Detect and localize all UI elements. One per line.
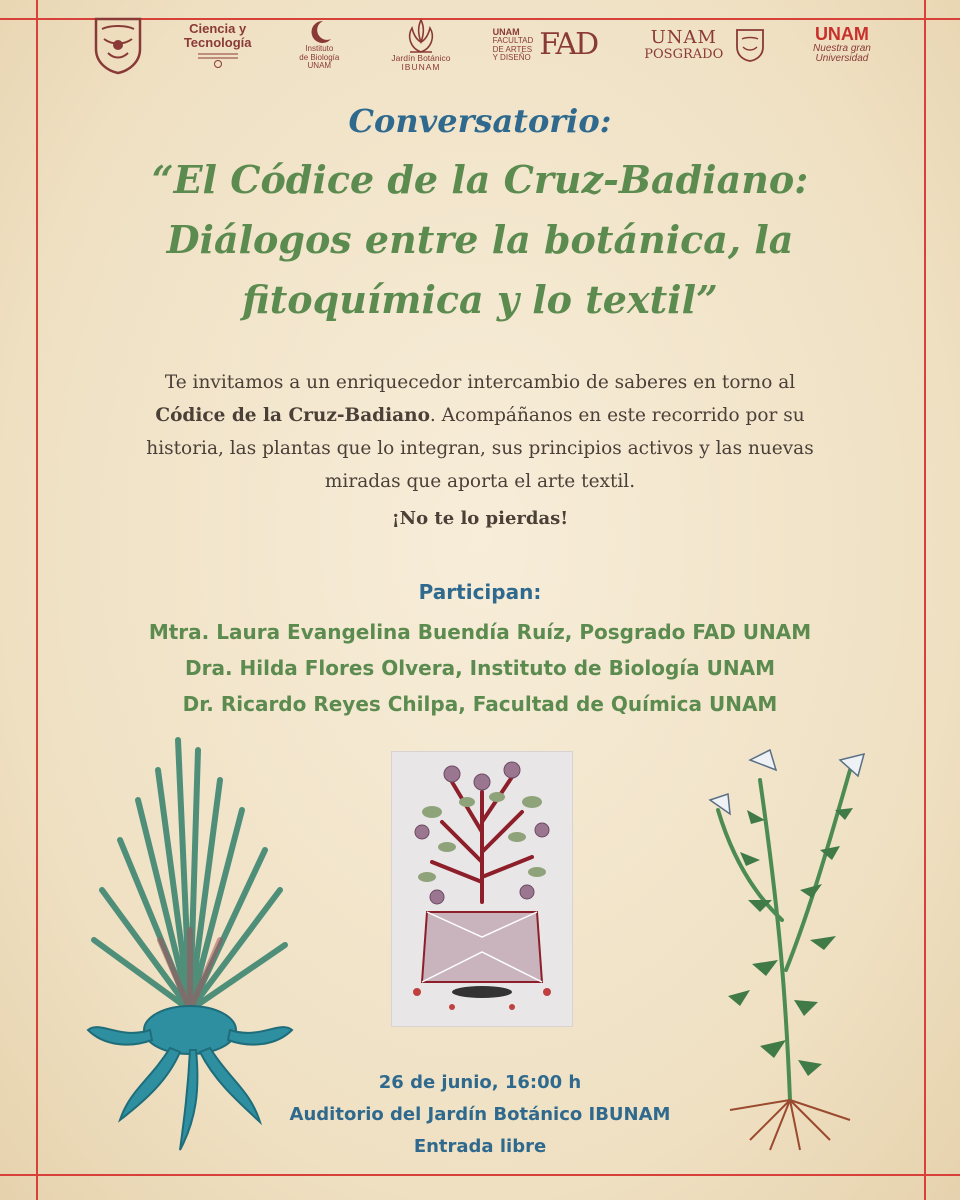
logo-text: UNAM [650, 26, 717, 48]
agave-illustration [80, 730, 300, 1160]
logo-text: FACULTAD [492, 36, 534, 46]
logo-text: IBUNAM [401, 62, 441, 72]
event-description [60, 366, 900, 498]
description-line [60, 399, 900, 432]
logo-text: Jardín Botánico [391, 53, 451, 64]
logo-text: de Biología [299, 52, 340, 62]
logo-text: UNAM [814, 24, 869, 45]
participant-3: Dr. Ricardo Reyes Chilpa, Facultad de Química UNAM [182, 692, 778, 716]
unam-shield-logo [90, 15, 146, 75]
instituto-biologia-logo [289, 19, 349, 70]
unam-posgrado-logo [644, 27, 772, 63]
textile-artwork [392, 752, 572, 1026]
embroidered-tree-image [392, 752, 572, 1026]
fad-mark: FAD [539, 27, 598, 63]
agave-icon [404, 18, 438, 54]
description-line: miradas que aporta el arte textil. [324, 471, 636, 492]
logo-text: Instituto [305, 44, 334, 54]
logo-text: Tecnología [183, 35, 252, 50]
participant-2: Dra. Hilda Flores Olvera, Instituto de Biología UNAM [184, 656, 775, 680]
title-line: fitoquímica y lo textil” [242, 277, 718, 322]
participant-1: Mtra. Laura Evangelina Buendía Ruíz, Posgrado FAD UNAM [148, 620, 812, 644]
seal-icon [198, 50, 238, 68]
shield-icon [734, 27, 766, 63]
logo-text: DE ARTES [492, 44, 533, 54]
moon-icon [305, 19, 333, 45]
title-line: Diálogos entre la botánica, la [166, 217, 794, 262]
event-entry: Entrada libre [413, 1136, 547, 1157]
border-bottom [0, 1174, 960, 1176]
fad-logo [493, 28, 613, 63]
description-line: historia, las plantas que lo integran, sus principios activos y las nuevas [146, 438, 814, 459]
event-title [100, 150, 860, 330]
logo-text: Y DISEÑO [492, 52, 531, 62]
flowering-plant-illustration [690, 740, 890, 1160]
event-date: 26 de junio, 16:00 h [378, 1072, 582, 1093]
logo-text: Universidad [815, 53, 869, 65]
event-type: Conversatorio: [348, 102, 612, 140]
shield-icon [92, 15, 144, 75]
title-line: “El Códice de la Cruz-Badiano: [151, 157, 809, 202]
description-text: . Acompáñanos en este recorrido por su [429, 405, 805, 426]
logo-text: UNAM [307, 61, 332, 71]
logo-text: POSGRADO [644, 46, 724, 62]
codex-name: Códice de la Cruz-Badiano [155, 405, 430, 426]
ciencia-tecnologia-logo [178, 22, 258, 67]
description-line: Te invitamos a un enriquecedor intercambio de saberes en torno al [164, 372, 796, 393]
jardin-botanico-logo [381, 18, 461, 72]
participants-heading: Participan: [418, 580, 542, 604]
logo-text: UNAM [492, 26, 520, 37]
sponsor-logos [90, 10, 880, 80]
event-place: Auditorio del Jardín Botánico IBUNAM [289, 1104, 671, 1125]
logo-text: Ciencia y [189, 21, 247, 37]
logo-text: Nuestra gran [813, 42, 871, 54]
call-to-action: ¡No te lo pierdas! [391, 508, 569, 529]
unam-nuestra-gran-universidad-logo [804, 25, 880, 65]
